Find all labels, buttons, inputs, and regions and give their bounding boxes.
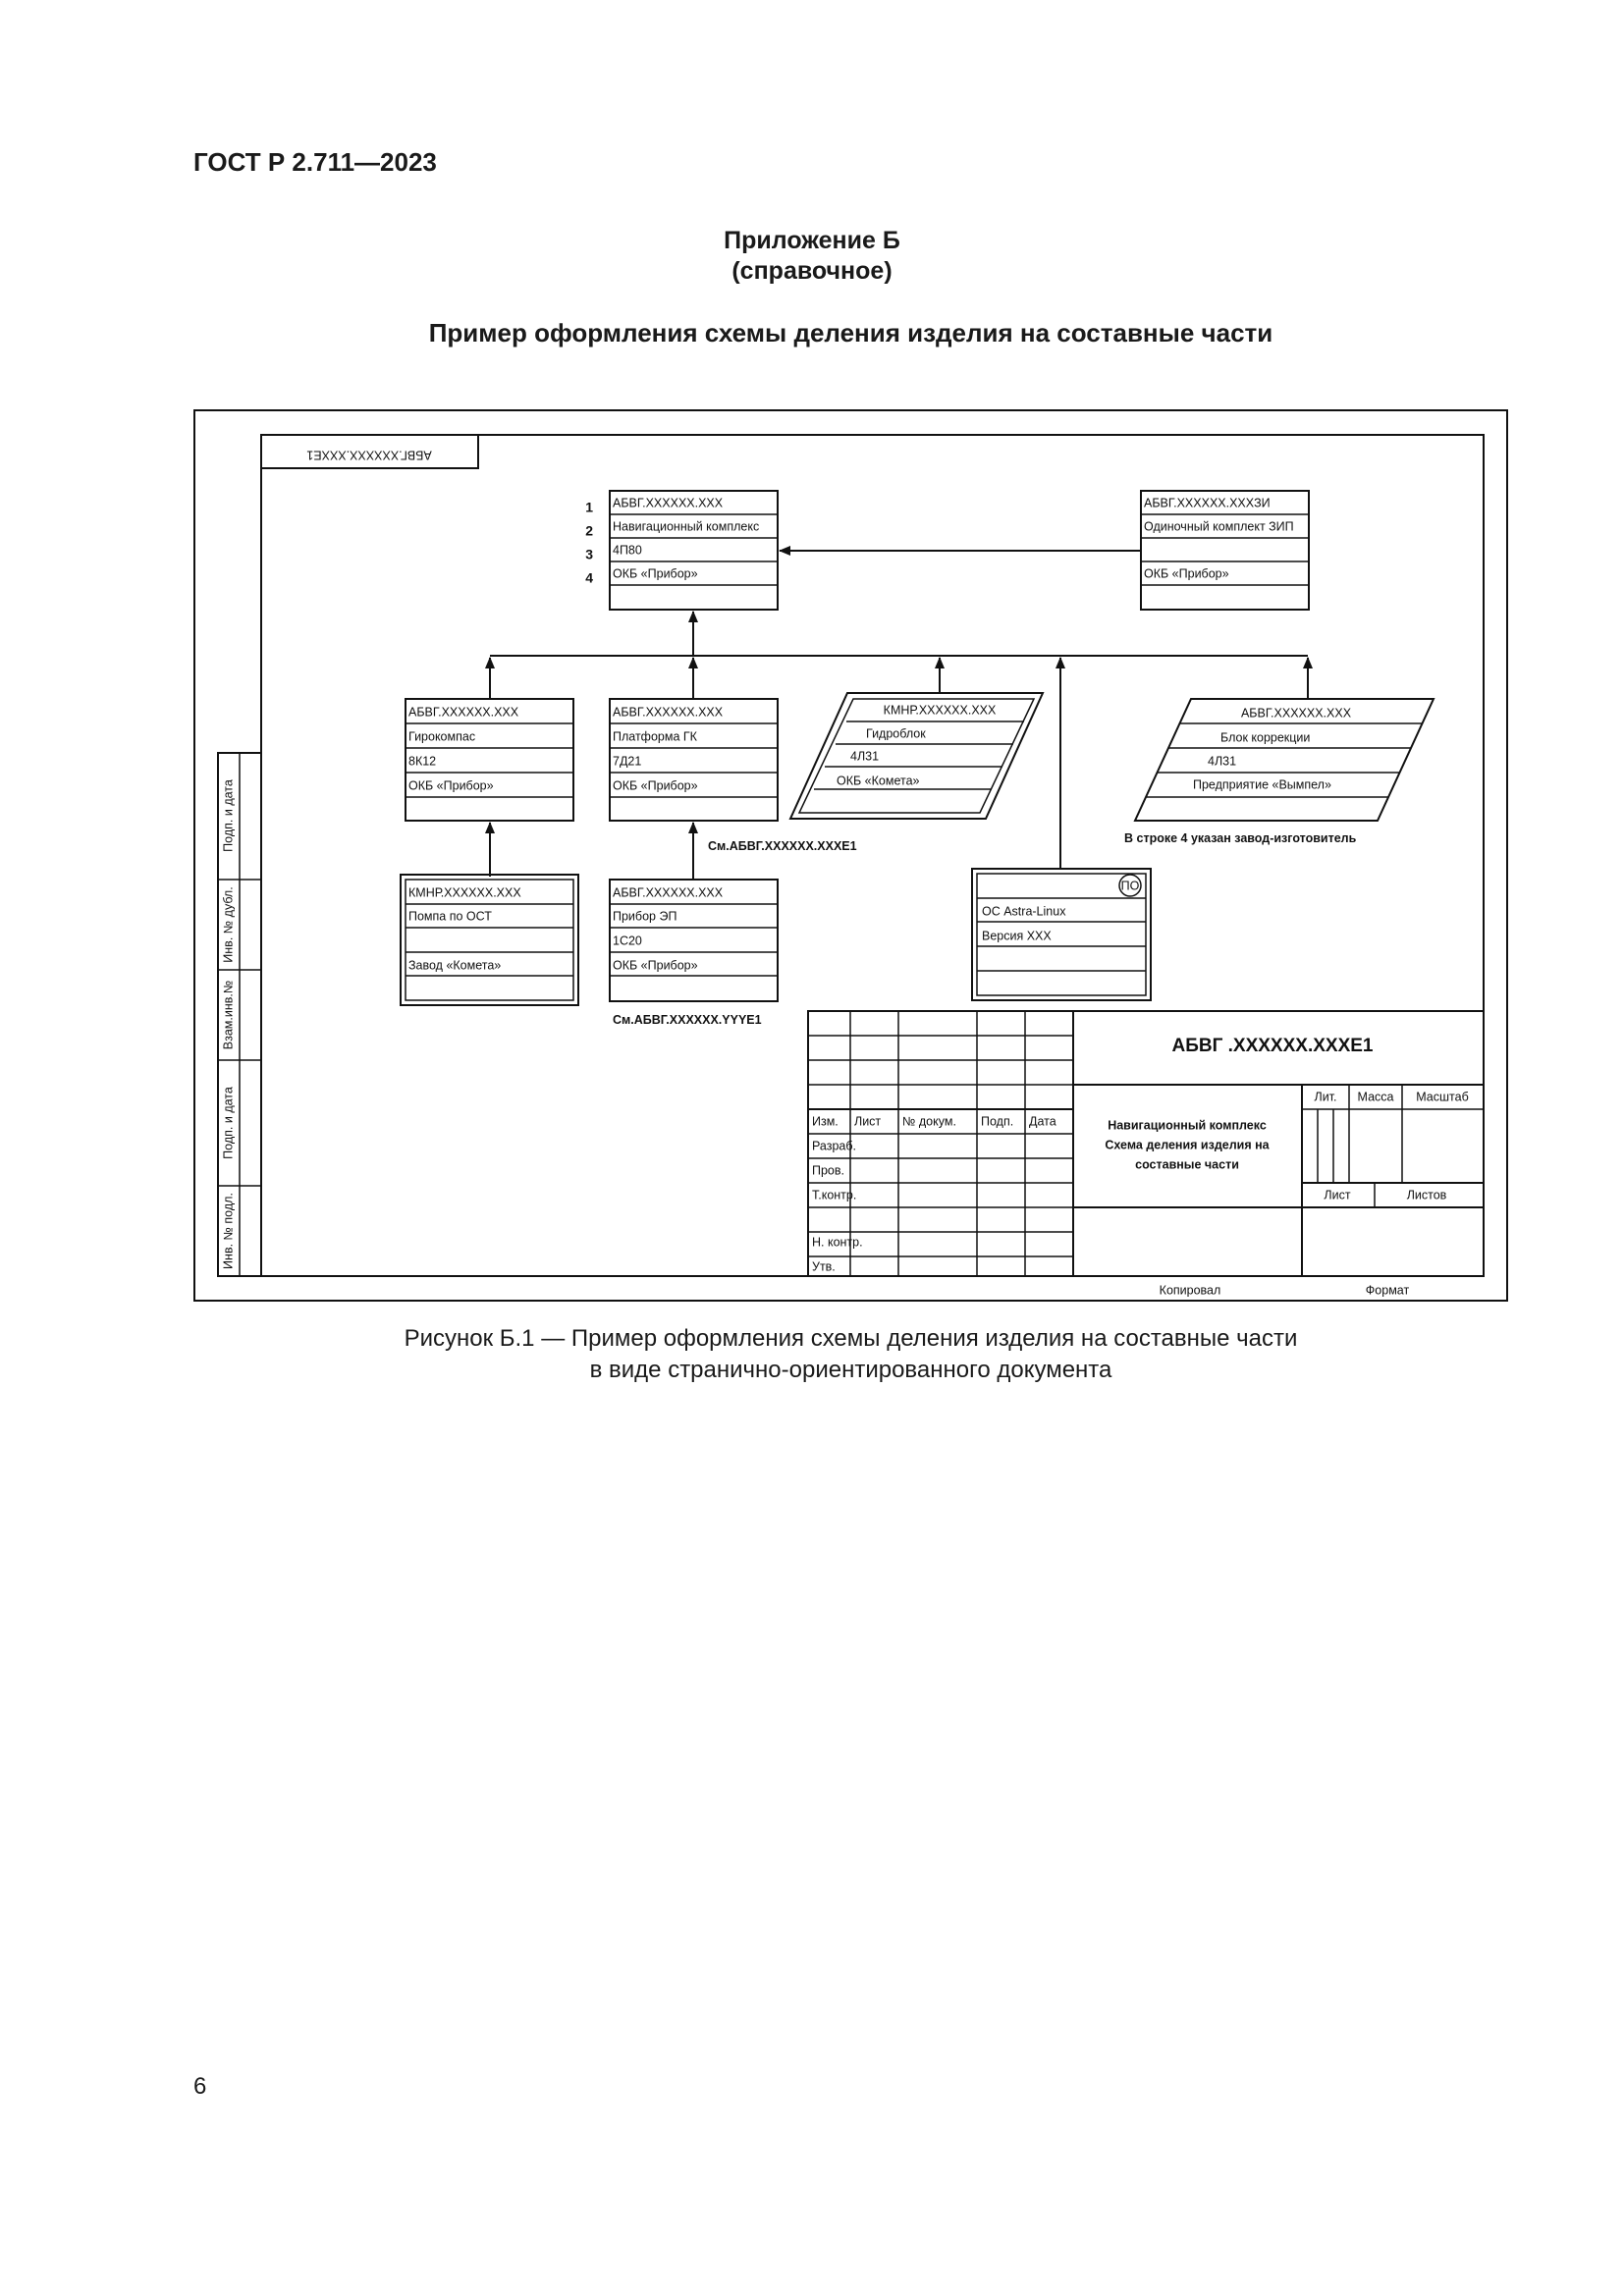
box-line: Навигационный комплекс [613, 519, 760, 534]
figure-title: Пример оформления схемы деления изделия на составные части [428, 318, 1273, 347]
correction-block-box [1135, 699, 1434, 821]
column-header: Подп. [981, 1114, 1014, 1129]
box-line: Помпа по ОСТ [408, 909, 492, 924]
box-line: Гидроблок [866, 726, 926, 741]
box-line: Прибор ЭП [613, 909, 677, 924]
spare-parts-box [1141, 491, 1309, 610]
software-mark: ПО [1120, 879, 1140, 893]
side-stamp-label: Подп. и дата [221, 779, 236, 852]
figure-caption-line: в виде странично-ориентированного документа [589, 1357, 1112, 1383]
box-line: 1С20 [613, 934, 642, 948]
row-number: 1 [585, 499, 593, 515]
software-box [972, 869, 1151, 1000]
page-number: 6 [193, 2073, 207, 2100]
column-header: Дата [1029, 1114, 1056, 1129]
row-numbers [585, 500, 593, 586]
box-line: ОС Astra-Linux [982, 904, 1066, 919]
box-line: ОКБ «Комета» [837, 774, 920, 788]
side-stamp-column [218, 753, 261, 1276]
sheet-label: Лист [1324, 1188, 1351, 1202]
box-line: АБВГ.XXXXXX.XXX [408, 705, 519, 720]
column-header: Изм. [812, 1114, 839, 1129]
box-line: Одиночный комплект ЗИП [1144, 519, 1294, 534]
box-line: АБВГ.XXXXXX.XXX [1240, 706, 1352, 721]
column-header: № докум. [902, 1114, 956, 1129]
column-header: Лист [854, 1114, 882, 1129]
box-line: Версия XXX [982, 929, 1052, 943]
box-line: 4П80 [613, 543, 642, 558]
box-line: Блок коррекции [1220, 730, 1311, 745]
side-stamp-label: Взам.инв.№ [221, 980, 236, 1050]
reference-note-1: См.АБВГ.XXXXXX.XXXE1 [708, 839, 857, 853]
mass-label: Масса [1357, 1090, 1394, 1104]
box-line: АБВГ.XXXXXX.XXX [613, 885, 724, 900]
title-block-name: Схема деления изделия на [1105, 1138, 1270, 1152]
title-block-name: Навигационный комплекс [1108, 1118, 1267, 1133]
box-line: Завод «Комета» [408, 958, 502, 973]
format-label: Формат [1365, 1283, 1410, 1298]
corner-stamp-text: АБВГ.XXXXXX.XXXE1 [306, 448, 432, 462]
sheets-label: Листов [1406, 1188, 1447, 1202]
row-label: Пров. [812, 1163, 845, 1178]
box-line: 4Л31 [1208, 754, 1237, 769]
box-line: АБВГ.XXXXXX.XXX [613, 705, 724, 720]
side-stamp-label: Подп. и дата [221, 1087, 236, 1159]
box-line: КМНР.XXXXXX.XXX [408, 885, 521, 900]
device-ep-box [610, 880, 778, 1001]
box-line: ОКБ «Прибор» [1144, 566, 1229, 581]
box-line: КМНР.XXXXXX.XXX [883, 703, 997, 718]
row-label: Разраб. [812, 1139, 857, 1153]
pump-box [401, 875, 578, 1005]
document-header: ГОСТ Р 2.711—2023 [193, 147, 437, 177]
row-label: Утв. [812, 1259, 836, 1274]
copied-label: Копировал [1159, 1283, 1221, 1298]
title-block-designation: АБВГ .XXXXXX.XXXE1 [1171, 1036, 1374, 1057]
box-line: ОКБ «Прибор» [613, 566, 698, 581]
figure-caption-line: Рисунок Б.1 — Пример оформления схемы деления изделия на составные части [404, 1325, 1298, 1352]
platform-box [610, 699, 778, 821]
manufacturer-note: В строке 4 указан завод-изготовитель [1124, 831, 1357, 845]
side-stamp-label: Инв. № подл. [221, 1193, 236, 1269]
box-line: 7Д21 [613, 754, 642, 769]
box-line: АБВГ.XXXXXX.XXXЗИ [1144, 496, 1271, 510]
box-line: 4Л31 [850, 749, 880, 764]
title-block-name: составные части [1135, 1157, 1239, 1172]
row-number: 4 [585, 569, 593, 586]
box-line: ОКБ «Прибор» [613, 958, 698, 973]
gyrocompass-box [406, 699, 573, 821]
row-number: 2 [585, 522, 593, 539]
box-line: ОКБ «Прибор» [613, 778, 698, 793]
row-label: Т.контр. [812, 1188, 857, 1202]
row-label: Н. контр. [812, 1235, 863, 1250]
figure-caption [0, 1323, 1624, 1386]
corner-stamp [261, 435, 478, 468]
side-stamp-label: Инв. № дубл. [221, 886, 236, 963]
appendix-subtitle: (справочное) [731, 257, 893, 285]
root-product-box [610, 491, 778, 610]
box-line: Платформа ГК [613, 729, 697, 744]
box-line: Предприятие «Вымпел» [1193, 777, 1331, 792]
hydroblock-box [790, 693, 1043, 819]
scale-label: Масштаб [1416, 1090, 1469, 1104]
lit-label: Лит. [1314, 1090, 1337, 1104]
box-line: 8К12 [408, 754, 437, 769]
reference-note-2: См.АБВГ.XXXXXX.YYYE1 [613, 1013, 762, 1027]
row-number: 3 [585, 546, 593, 562]
box-line: Гирокомпас [408, 729, 476, 744]
box-line: АБВГ.XXXXXX.XXX [613, 496, 724, 510]
appendix-title: Приложение Б [724, 227, 900, 254]
box-line: ОКБ «Прибор» [408, 778, 494, 793]
